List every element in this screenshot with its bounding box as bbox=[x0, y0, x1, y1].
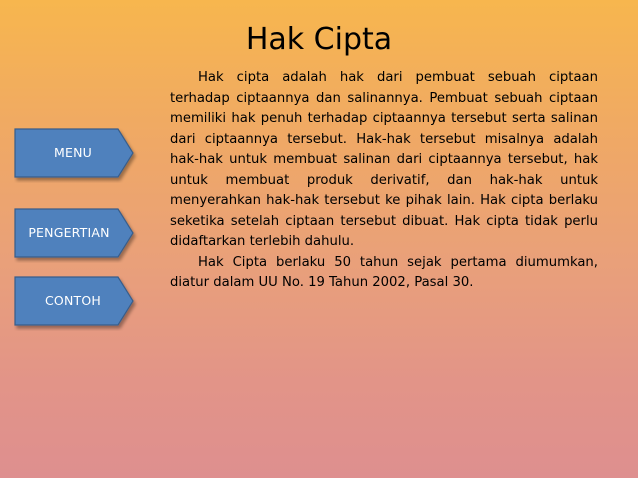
paragraph-definition: Hak cipta adalah hak dari pembuat sebuah ciptaan terhadap ciptaannya dan salinannya. Pembuat sebuah ciptaan memiliki hak penuh terhadap ciptaannya tersebut serta salinan dari ciptaannya tersebut. Hak-hak tersebut misalnya adalah hak-hak untuk membuat salinan dari ciptaannya tersebut, hak untuk membuat produk derivatif, dan hak-hak untuk menyerahkan hak-hak tersebut ke pihak lain. Hak cipta berlaku seketika setelah ciptaan tersebut dibuat. Hak cipta tidak perlu didaftarkan terlebih dahulu. bbox=[170, 70, 598, 249]
menu-button[interactable] bbox=[14, 128, 144, 183]
contoh-button-label: CONTOH bbox=[45, 293, 101, 308]
slide-title: Hak Cipta bbox=[245, 22, 393, 57]
pengertian-button[interactable] bbox=[14, 208, 144, 263]
menu-button-label: MENU bbox=[54, 145, 92, 160]
paragraph-duration: Hak Cipta berlaku 50 tahun sejak pertama diumumkan, diatur dalam UU No. 19 Tahun 2002, Pasal 30. bbox=[170, 254, 598, 290]
slide-content bbox=[170, 68, 598, 294]
contoh-button[interactable] bbox=[14, 276, 144, 331]
pengertian-button-label: PENGERTIAN bbox=[28, 225, 110, 240]
